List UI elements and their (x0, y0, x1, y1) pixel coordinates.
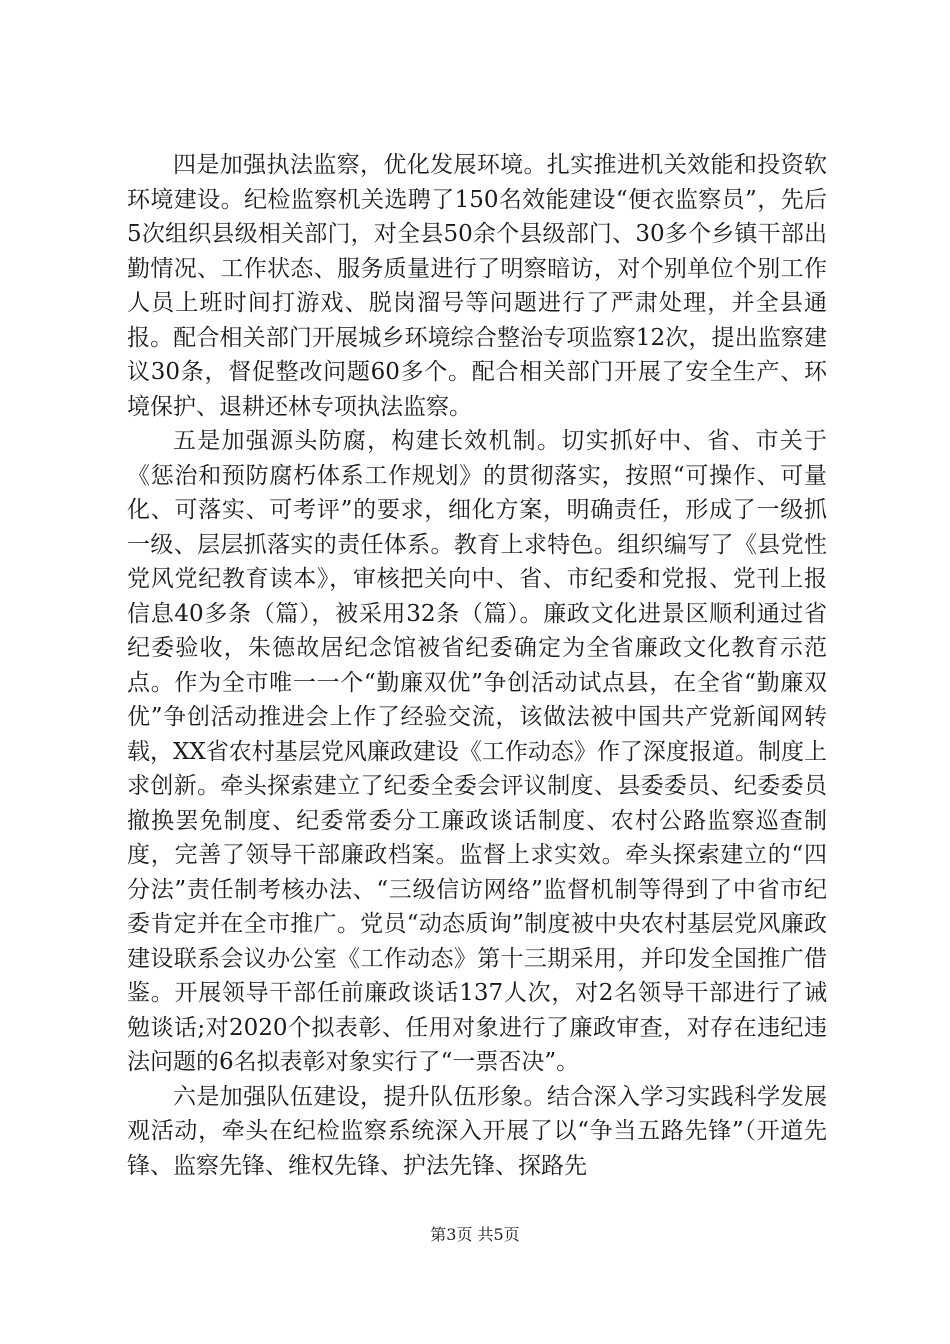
page-number-footer: 第3页 共5页 (430, 1225, 520, 1244)
document-body (127, 148, 827, 1183)
paragraph-team-building: 六是加强队伍建设，提升队伍形象。结合深入学习实践科学发展观活动，牵头在纪检监察系统深入开展了以“争当五路先锋”（开道先锋、监察先锋、维权先锋、护法先锋、探路先 (127, 1083, 827, 1179)
paragraph-source-anti-corruption: 五是加强源头防腐，构建长效机制。切实抓好中、省、市关于《惩治和预防腐朽体系工作规划》的贯彻落实，按照“可操作、可量化、可落实、可考评”的要求，细化方案，明确责任，形成了一级抓一级、层层抓落实的责任体系。教育上求特色。组织编写了《县党性党风党纪教育读本》，审核把关向中、省、市纪委和党报、党刊上报信息40多条（篇），被采用32条（篇）。廉政文化进景区顺利通过省纪委验收，朱德故居纪念馆被省纪委确定为全省廉政文化教育示范点。作为全市唯一一个“勤廉双优”争创活动试点县，在全省“勤廉双优”争创活动推进会上作了经验交流，该做法被中国共产党新闻网转载，XX省农村基层党风廉政建设《工作动态》作了深度报道。制度上求创新。牵头探索建立了纪委全委会评议制度、县委委员、纪委委员撤换罢免制度、纪委常委分工廉政谈话制度、农村公路监察巡查制度，完善了领导干部廉政档案。监督上求实效。牵头探索建立的“四分法”责任制考核办法、“三级信访网络”监督机制等得到了中省市纪委肯定并在全市推广。党员“动态质询”制度被中央农村基层党风廉政建设联系会议办公室《工作动态》第十三期采用，并印发全国推广借鉴。开展领导干部任前廉政谈话137人次，对2名领导干部进行了诫勉谈话;对2020个拟表彰、任用对象进行了廉政审查，对存在违纪违法问题的6名拟表彰对象实行了“一票否决”。 (127, 428, 827, 1075)
paragraph-law-enforcement-supervision: 四是加强执法监察，优化发展环境。扎实推进机关效能和投资软环境建设。纪检监察机关选聘了150名效能建设“便衣监察员”，先后5次组织县级相关部门，对全县50余个县级部门、30多个乡镇干部出勤情况、工作状态、服务质量进行了明察暗访，对个别单位个别工作人员上班时间打游戏、脱岗溜号等问题进行了严肃处理，并全县通报。配合相关部门开展城乡环境综合整治专项监察12次，提出监察建议30条，督促整改问题60多个。配合相关部门开展了安全生产、环境保护、退耕还林专项执法监察。 (127, 152, 827, 420)
